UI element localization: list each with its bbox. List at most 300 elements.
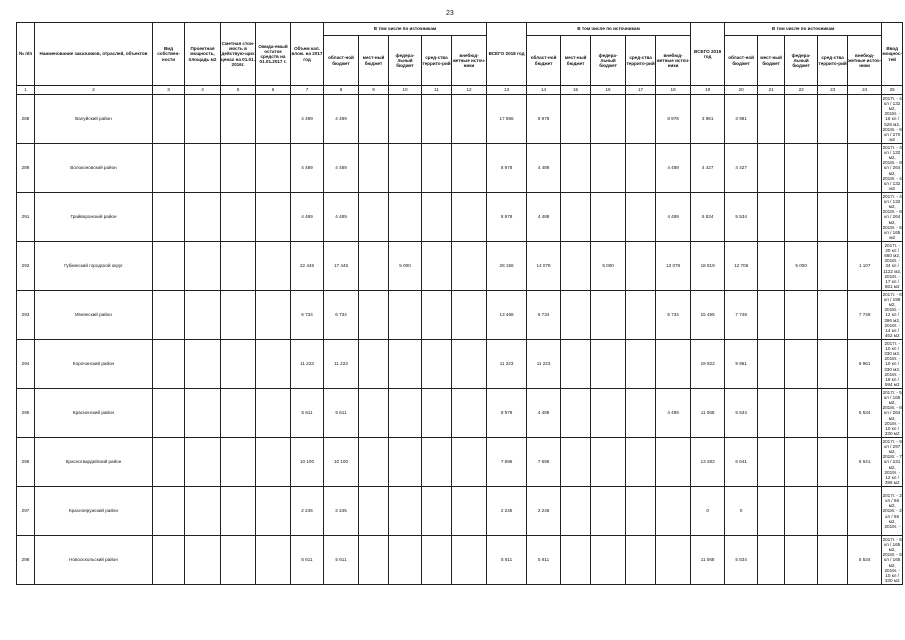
territory-2018-cell bbox=[626, 438, 656, 487]
federal-2019-cell bbox=[785, 144, 818, 193]
federal-2018-cell bbox=[591, 536, 626, 585]
total-2019-cell: 18 819 bbox=[691, 242, 725, 291]
column-number: 11 bbox=[422, 86, 452, 95]
header-src-local: мест-ный бюджет bbox=[758, 36, 785, 86]
local-2017-cell bbox=[359, 95, 389, 144]
local-2019-cell bbox=[758, 438, 785, 487]
volume-2017-cell: 6 734 bbox=[291, 291, 324, 340]
offbudget-2019-cell bbox=[848, 487, 882, 536]
capacity-cell bbox=[185, 438, 221, 487]
column-number: 3 bbox=[153, 86, 185, 95]
regional-2018-cell: 2 245 bbox=[527, 487, 561, 536]
table-row bbox=[17, 340, 903, 389]
offbudget-2017-cell bbox=[452, 193, 487, 242]
total-2019-cell: 4 427 bbox=[691, 144, 725, 193]
remainder-cell bbox=[256, 193, 291, 242]
regional-2018-cell: 11 223 bbox=[527, 340, 561, 389]
capacity-cell bbox=[185, 242, 221, 291]
district-name: Волоконовский район bbox=[35, 144, 153, 193]
local-2019-cell bbox=[758, 193, 785, 242]
local-2019-cell bbox=[758, 389, 785, 438]
federal-2017-cell bbox=[389, 193, 422, 242]
header-group-2018: В том числе по источникам bbox=[527, 23, 691, 36]
row-number: 294 bbox=[17, 340, 35, 389]
header-src-territory: сред-ства террито-рий bbox=[422, 36, 452, 86]
federal-2019-cell bbox=[785, 536, 818, 585]
estimate-cell bbox=[221, 438, 256, 487]
column-number: 17 bbox=[626, 86, 656, 95]
local-2017-cell bbox=[359, 144, 389, 193]
offbudget-2019-cell bbox=[848, 193, 882, 242]
remainder-cell bbox=[256, 389, 291, 438]
row-number: 292 bbox=[17, 242, 35, 291]
local-2019-cell bbox=[758, 144, 785, 193]
estimate-cell bbox=[221, 487, 256, 536]
district-name: Краснояружский район bbox=[35, 487, 153, 536]
header-src-offbudget: внебюд-жетные источ-ники bbox=[848, 36, 882, 86]
federal-2019-cell: 5 000 bbox=[785, 242, 818, 291]
volume-2017-cell: 4 489 bbox=[291, 193, 324, 242]
regional-2018-cell: 6 734 bbox=[527, 291, 561, 340]
ownership-cell bbox=[153, 389, 185, 438]
header-src-regional: област-ной бюджет bbox=[324, 36, 359, 86]
header-src-regional: област-ной бюджет bbox=[725, 36, 758, 86]
district-name: Корочанский район bbox=[35, 340, 153, 389]
capacity-cell bbox=[185, 193, 221, 242]
territory-2019-cell bbox=[818, 291, 848, 340]
federal-2018-cell bbox=[591, 291, 626, 340]
column-number: 23 bbox=[818, 86, 848, 95]
federal-2018-cell bbox=[591, 340, 626, 389]
district-name: Новооскольский район bbox=[35, 536, 153, 585]
offbudget-2017-cell bbox=[452, 340, 487, 389]
federal-2018-cell bbox=[591, 438, 626, 487]
remainder-cell bbox=[256, 144, 291, 193]
header-remainder: Ожида-емый остаток средств на 01.01.2017 г. bbox=[256, 23, 291, 86]
row-number: 297 bbox=[17, 487, 35, 536]
table-row bbox=[17, 389, 903, 438]
offbudget-2018-cell: 6 734 bbox=[656, 291, 691, 340]
federal-2017-cell bbox=[389, 144, 422, 193]
capacity-input-note: 2017г. - 5 кл / 165 м2, 2018г. - 5 кл / 165 м2, 2019г. - 10 кл / 330 м2 bbox=[882, 536, 902, 584]
header-src-territory: сред-ства террито-рий bbox=[818, 36, 848, 86]
capacity-input-note: 2017г. - 4 кл / 132 м2, 2018г. - 16 кл / 528 м2, 2019г. - 9 кл / 270 м2 bbox=[882, 95, 902, 143]
estimate-cell bbox=[221, 144, 256, 193]
district-name: Красненский район bbox=[35, 389, 153, 438]
table-row bbox=[17, 487, 903, 536]
estimate-cell bbox=[221, 291, 256, 340]
federal-2019-cell bbox=[785, 95, 818, 144]
header-estimate: Сметная стои-мость в действую-щих ценах на 01.01. 2016г. bbox=[221, 23, 256, 86]
local-2018-cell bbox=[561, 340, 591, 389]
column-number: 4 bbox=[185, 86, 221, 95]
regional-2019-cell: 4 427 bbox=[725, 144, 758, 193]
offbudget-2018-cell bbox=[656, 340, 691, 389]
federal-2019-cell bbox=[785, 487, 818, 536]
header-src-offbudget: внебюд-жетные источ-ники bbox=[656, 36, 691, 86]
territory-2017-cell bbox=[422, 389, 452, 438]
regional-2017-cell: 4 489 bbox=[324, 95, 359, 144]
offbudget-2019-cell bbox=[848, 144, 882, 193]
territory-2018-cell bbox=[626, 144, 656, 193]
estimate-cell bbox=[221, 95, 256, 144]
federal-2017-cell: 5 000 bbox=[389, 242, 422, 291]
volume-2017-cell: 5 611 bbox=[291, 389, 324, 438]
local-2017-cell bbox=[359, 193, 389, 242]
table-row bbox=[17, 536, 903, 585]
table-row bbox=[17, 193, 903, 242]
column-number: 10 bbox=[389, 86, 422, 95]
regional-2019-cell: 3 981 bbox=[725, 95, 758, 144]
ownership-cell bbox=[153, 95, 185, 144]
regional-2017-cell: 5 611 bbox=[324, 389, 359, 438]
offbudget-2017-cell bbox=[452, 487, 487, 536]
ownership-cell bbox=[153, 242, 185, 291]
federal-2018-cell bbox=[591, 389, 626, 438]
column-number: 15 bbox=[561, 86, 591, 95]
row-number: 296 bbox=[17, 438, 35, 487]
regional-2019-cell: 5 534 bbox=[725, 193, 758, 242]
territory-2017-cell bbox=[422, 487, 452, 536]
capacity-input-note: 2017г. - 2 кл / 66 м2, 2018г. - 2 кл / 66 м2, 2019г. - bbox=[882, 487, 903, 536]
territory-2018-cell bbox=[626, 291, 656, 340]
federal-2017-cell bbox=[389, 291, 422, 340]
header-src-federal: федера-льный бюджет bbox=[785, 36, 818, 86]
total-2019-cell: 11 068 bbox=[691, 389, 725, 438]
total-2019-cell: 19 922 bbox=[691, 340, 725, 389]
territory-2017-cell bbox=[422, 144, 452, 193]
table-row bbox=[17, 291, 903, 340]
remainder-cell bbox=[256, 242, 291, 291]
regional-2018-cell: 4 489 bbox=[527, 144, 561, 193]
local-2018-cell bbox=[561, 389, 591, 438]
total-2018-cell: 28 156 bbox=[487, 242, 527, 291]
column-number: 9 bbox=[359, 86, 389, 95]
federal-2019-cell bbox=[785, 438, 818, 487]
federal-2019-cell bbox=[785, 193, 818, 242]
table-row bbox=[17, 144, 903, 193]
ownership-cell bbox=[153, 291, 185, 340]
volume-2017-cell: 2 245 bbox=[291, 487, 324, 536]
district-name: Губкинский городской округ bbox=[35, 242, 153, 291]
regional-2019-cell: 0 bbox=[725, 487, 758, 536]
ownership-cell bbox=[153, 144, 185, 193]
volume-2017-cell: 11 223 bbox=[291, 340, 324, 389]
capacity-input-note: 2017г. - 4 кл / 132 м2, 2018г. - 8 кл / 264 м2, 2019г. - 4 кл / 132 м2 bbox=[882, 144, 902, 192]
territory-2017-cell bbox=[422, 95, 452, 144]
offbudget-2017-cell bbox=[452, 144, 487, 193]
offbudget-2019-cell: 6 641 bbox=[848, 438, 882, 487]
local-2019-cell bbox=[758, 487, 785, 536]
territory-2019-cell bbox=[818, 144, 848, 193]
regional-2019-cell: 6 641 bbox=[725, 438, 758, 487]
total-2019-cell: 13 282 bbox=[691, 438, 725, 487]
total-2018-cell: 8 978 bbox=[487, 144, 527, 193]
local-2019-cell bbox=[758, 95, 785, 144]
federal-2017-cell bbox=[389, 95, 422, 144]
table-row bbox=[17, 95, 903, 144]
territory-2017-cell bbox=[422, 193, 452, 242]
row-number: 288 bbox=[17, 95, 35, 144]
local-2019-cell bbox=[758, 242, 785, 291]
regional-2018-cell: 14 078 bbox=[527, 242, 561, 291]
offbudget-2017-cell bbox=[452, 389, 487, 438]
capacity-input-note: 2017г. - 4 кл / 132 м2, 2018г. - 8 кл / 264 м2, 2019г. - 5 кл / 165 м2 bbox=[882, 193, 902, 241]
header-name: Наименование заказчиков, отраслей, объектов bbox=[35, 23, 153, 86]
local-2018-cell bbox=[561, 536, 591, 585]
regional-2017-cell: 6 734 bbox=[324, 291, 359, 340]
total-2018-cell: 8 978 bbox=[487, 389, 527, 438]
offbudget-2019-cell: 5 534 bbox=[848, 389, 882, 438]
row-number: 291 bbox=[17, 193, 35, 242]
row-number: 295 bbox=[17, 389, 35, 438]
remainder-cell bbox=[256, 95, 291, 144]
table-row bbox=[17, 242, 903, 291]
territory-2019-cell bbox=[818, 193, 848, 242]
header-group-2019: В том числе по источникам bbox=[725, 23, 882, 36]
total-2018-cell: 13 468 bbox=[487, 291, 527, 340]
territory-2017-cell bbox=[422, 438, 452, 487]
column-number: 2 bbox=[35, 86, 153, 95]
capacity-input-note: 2017г. - 6 кл / 198 м2, 2018г. - 12 кл / 396 м2, 2019г. - 14 кл / 462 м2 bbox=[882, 291, 902, 339]
district-name: Валуйский район bbox=[35, 95, 153, 144]
federal-2019-cell bbox=[785, 389, 818, 438]
estimate-cell bbox=[221, 389, 256, 438]
remainder-cell bbox=[256, 487, 291, 536]
federal-2017-cell bbox=[389, 536, 422, 585]
header-src-federal: федера-льный бюджет bbox=[591, 36, 626, 86]
header-src-local: мест-ный бюджет bbox=[561, 36, 591, 86]
territory-2019-cell bbox=[818, 242, 848, 291]
territory-2018-cell bbox=[626, 193, 656, 242]
total-2018-cell: 2 245 bbox=[487, 487, 527, 536]
district-name: Ивнянский район bbox=[35, 291, 153, 340]
column-number: 6 bbox=[256, 86, 291, 95]
total-2018-cell: 7 696 bbox=[487, 438, 527, 487]
column-number: 14 bbox=[527, 86, 561, 95]
column-number: 1 bbox=[17, 86, 35, 95]
column-number: 7 bbox=[291, 86, 324, 95]
regional-2017-cell: 4 489 bbox=[324, 144, 359, 193]
territory-2018-cell bbox=[626, 95, 656, 144]
column-number: 8 bbox=[324, 86, 359, 95]
offbudget-2017-cell bbox=[452, 438, 487, 487]
column-number: 18 bbox=[656, 86, 691, 95]
volume-2017-cell: 4 489 bbox=[291, 95, 324, 144]
column-number: 21 bbox=[758, 86, 785, 95]
offbudget-2019-cell: 5 534 bbox=[848, 536, 882, 585]
volume-2017-cell: 10 100 bbox=[291, 438, 324, 487]
remainder-cell bbox=[256, 438, 291, 487]
header-ownership: Вид собствен-ности bbox=[153, 23, 185, 86]
capacity-input-note: 2017г. - 10 кл / 330 м2, 2018г. - 10 кл / 330 м2, 2019г. - 18 кл / 594 м2 bbox=[882, 340, 903, 389]
local-2018-cell bbox=[561, 291, 591, 340]
federal-2018-cell: 5 000 bbox=[591, 242, 626, 291]
column-number: 25 bbox=[882, 86, 903, 95]
investment-table bbox=[16, 22, 903, 585]
local-2018-cell bbox=[561, 487, 591, 536]
territory-2018-cell bbox=[626, 389, 656, 438]
federal-2017-cell bbox=[389, 487, 422, 536]
offbudget-2018-cell bbox=[656, 438, 691, 487]
header-volume-2017: Объем кап. влож. на 2017 год bbox=[291, 23, 324, 86]
regional-2019-cell: 12 708 bbox=[725, 242, 758, 291]
territory-2019-cell bbox=[818, 340, 848, 389]
ownership-cell bbox=[153, 487, 185, 536]
district-name: Грайворонский район bbox=[35, 193, 153, 242]
local-2018-cell bbox=[561, 193, 591, 242]
row-number: 289 bbox=[17, 144, 35, 193]
regional-2018-cell: 7 696 bbox=[527, 438, 561, 487]
regional-2017-cell: 2 245 bbox=[324, 487, 359, 536]
regional-2017-cell: 17 446 bbox=[324, 242, 359, 291]
offbudget-2018-cell: 4 489 bbox=[656, 193, 691, 242]
ownership-cell bbox=[153, 438, 185, 487]
territory-2018-cell bbox=[626, 340, 656, 389]
offbudget-2018-cell: 4 489 bbox=[656, 144, 691, 193]
local-2017-cell bbox=[359, 536, 389, 585]
territory-2019-cell bbox=[818, 95, 848, 144]
regional-2019-cell: 9 961 bbox=[725, 340, 758, 389]
ownership-cell bbox=[153, 193, 185, 242]
column-number: 24 bbox=[848, 86, 882, 95]
offbudget-2019-cell bbox=[848, 95, 882, 144]
total-2019-cell: 3 981 bbox=[691, 95, 725, 144]
offbudget-2018-cell: 4 489 bbox=[656, 389, 691, 438]
capacity-cell bbox=[185, 389, 221, 438]
local-2019-cell bbox=[758, 536, 785, 585]
ownership-cell bbox=[153, 536, 185, 585]
territory-2017-cell bbox=[422, 291, 452, 340]
territory-2017-cell bbox=[422, 536, 452, 585]
regional-2017-cell: 10 100 bbox=[324, 438, 359, 487]
total-2018-cell: 11 223 bbox=[487, 340, 527, 389]
remainder-cell bbox=[256, 340, 291, 389]
total-2018-cell: 17 956 bbox=[487, 95, 527, 144]
capacity-cell bbox=[185, 487, 221, 536]
territory-2019-cell bbox=[818, 438, 848, 487]
regional-2018-cell: 5 611 bbox=[527, 536, 561, 585]
local-2018-cell bbox=[561, 438, 591, 487]
federal-2017-cell bbox=[389, 389, 422, 438]
local-2019-cell bbox=[758, 291, 785, 340]
remainder-cell bbox=[256, 536, 291, 585]
column-number: 16 bbox=[591, 86, 626, 95]
column-number: 12 bbox=[452, 86, 487, 95]
page-number: 23 bbox=[446, 10, 454, 17]
header-total-2018: ВСЕГО 2018 год bbox=[487, 23, 527, 86]
offbudget-2017-cell bbox=[452, 291, 487, 340]
local-2019-cell bbox=[758, 340, 785, 389]
regional-2017-cell: 11 223 bbox=[324, 340, 359, 389]
row-number: 298 bbox=[17, 536, 35, 585]
estimate-cell bbox=[221, 536, 256, 585]
capacity-input-note: 2017г. - 9 кл / 297 м2, 2018г. - 7 кл / 231 м2, 2019г. - 12 кл / 396 м2 bbox=[882, 438, 902, 486]
ownership-cell bbox=[153, 340, 185, 389]
territory-2019-cell bbox=[818, 389, 848, 438]
regional-2019-cell: 7 748 bbox=[725, 291, 758, 340]
territory-2018-cell bbox=[626, 536, 656, 585]
capacity-cell bbox=[185, 291, 221, 340]
local-2017-cell bbox=[359, 487, 389, 536]
header-src-regional: област-ной бюджет bbox=[527, 36, 561, 86]
capacity-input-note: 2017г. - 5 кл / 165 м2, 2018г. - 8 кл / 264 м2, 2019г. - 10 кл / 330 м2 bbox=[882, 389, 902, 437]
offbudget-2018-cell: 8 978 bbox=[656, 95, 691, 144]
territory-2017-cell bbox=[422, 242, 452, 291]
territory-2018-cell bbox=[626, 242, 656, 291]
territory-2017-cell bbox=[422, 340, 452, 389]
header-group-2017: В том числе по источникам bbox=[324, 23, 487, 36]
regional-2019-cell: 5 534 bbox=[725, 389, 758, 438]
total-2018-cell: 8 978 bbox=[487, 193, 527, 242]
volume-2017-cell: 4 489 bbox=[291, 144, 324, 193]
estimate-cell bbox=[221, 193, 256, 242]
offbudget-2019-cell: 9 961 bbox=[848, 340, 882, 389]
federal-2019-cell bbox=[785, 340, 818, 389]
federal-2018-cell bbox=[591, 487, 626, 536]
header-capacity: Проектная мощность, площадь м2 bbox=[185, 23, 221, 86]
offbudget-2018-cell bbox=[656, 487, 691, 536]
local-2018-cell bbox=[561, 95, 591, 144]
column-number: 20 bbox=[725, 86, 758, 95]
offbudget-2017-cell bbox=[452, 242, 487, 291]
header-capacity-input: Ввод мощнос-тей bbox=[882, 23, 903, 86]
local-2017-cell bbox=[359, 340, 389, 389]
estimate-cell bbox=[221, 340, 256, 389]
capacity-cell bbox=[185, 144, 221, 193]
column-number-row bbox=[17, 86, 903, 95]
header-src-local: мест-ный бюджет bbox=[359, 36, 389, 86]
volume-2017-cell: 5 611 bbox=[291, 536, 324, 585]
header-total-2019: ВСЕГО 2019 год bbox=[691, 23, 725, 86]
capacity-cell bbox=[185, 95, 221, 144]
offbudget-2018-cell: 13 078 bbox=[656, 242, 691, 291]
capacity-cell bbox=[185, 536, 221, 585]
regional-2018-cell: 4 489 bbox=[527, 193, 561, 242]
regional-2017-cell: 4 489 bbox=[324, 193, 359, 242]
header-src-territory: сред-ства террито-рий bbox=[626, 36, 656, 86]
local-2018-cell bbox=[561, 144, 591, 193]
column-number: 5 bbox=[221, 86, 256, 95]
local-2017-cell bbox=[359, 389, 389, 438]
capacity-cell bbox=[185, 340, 221, 389]
total-2019-cell: 11 068 bbox=[691, 536, 725, 585]
column-number: 19 bbox=[691, 86, 725, 95]
total-2019-cell: 15 495 bbox=[691, 291, 725, 340]
estimate-cell bbox=[221, 242, 256, 291]
total-2019-cell: 0 bbox=[691, 487, 725, 536]
table-row bbox=[17, 438, 903, 487]
local-2017-cell bbox=[359, 438, 389, 487]
local-2017-cell bbox=[359, 291, 389, 340]
remainder-cell bbox=[256, 291, 291, 340]
row-number: 293 bbox=[17, 291, 35, 340]
header-no: № п/п bbox=[17, 23, 35, 86]
column-number: 13 bbox=[487, 86, 527, 95]
offbudget-2018-cell bbox=[656, 536, 691, 585]
offbudget-2017-cell bbox=[452, 95, 487, 144]
capacity-input-note: 2017г. - 20 кл / 660 м2, 2018г. - 34 кл / 1122 м2, 2019г. - 17 кл / 561 м2 bbox=[883, 242, 902, 290]
federal-2017-cell bbox=[389, 340, 422, 389]
regional-2018-cell: 8 978 bbox=[527, 95, 561, 144]
header-src-offbudget: внебюд-жетные источ-ники bbox=[452, 36, 487, 86]
volume-2017-cell: 22 446 bbox=[291, 242, 324, 291]
local-2017-cell bbox=[359, 242, 389, 291]
total-2018-cell: 5 611 bbox=[487, 536, 527, 585]
header-src-federal: федера-льный бюджет bbox=[389, 36, 422, 86]
column-number: 22 bbox=[785, 86, 818, 95]
federal-2018-cell bbox=[591, 95, 626, 144]
